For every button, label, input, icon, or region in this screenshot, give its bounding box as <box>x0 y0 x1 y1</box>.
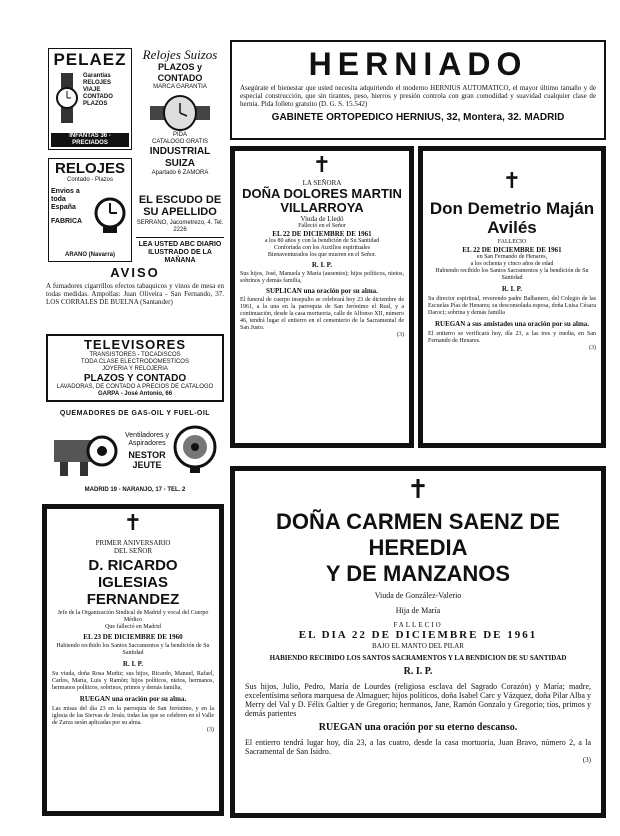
televisores-ad <box>46 334 224 402</box>
villarroya-line1: Falleció en el Señor <box>298 223 346 229</box>
aviso-text: A fumadores cigarrillos efectos tabaquicos y vinos de mesa en todas medidas. Ampollas: Juan Oliveira - San Fernando, 37. LOS CORRALES DE BUELNA (Santander) <box>46 282 224 306</box>
saenz-rip: R. I. P. <box>403 666 433 677</box>
relojes-contado-line2: Envios a toda España <box>51 188 80 211</box>
escudo-address: SERRANO, Jacometrezo, 4. Tel. 2226 <box>136 220 224 233</box>
cross-icon: ✝ <box>312 153 332 178</box>
aviles-body: Su director espiritual, reverendo padre Balbanero, del Colegio de las Escuelas Pías de Henares; su desconsolada esposa, doña Luisa Césara Daroci; sobrina y demás familia <box>428 296 596 316</box>
aviles-date: EL 22 DE DICIEMBRE DE 1961 <box>462 246 562 254</box>
relojes-suizos-company: INDUSTRIAL SUIZA <box>149 146 211 169</box>
relojes-suizos-subtitle: PLAZOS y CONTADO <box>157 62 203 83</box>
herniado-text: Asegúrate el bienestar que usted necesita adquiriendo el moderno HERNIUS AUTOMATICO, el mayor último tamaño y de especial construcción, que sin tirantes, peso, hierros y presión controla con gran comodidad y suavidad cualquier clase de hernia. Pida folleto gratuito (D. G. S. 15.542) <box>240 84 596 108</box>
relojes-contado-title: RELOJES <box>54 160 126 177</box>
aviles-line2: en San Fernando de Henares, <box>476 254 548 260</box>
iglesias-ref: (3) <box>207 727 214 733</box>
quemadores-brand: NESTOR JEUTE <box>128 450 166 470</box>
pelaez-line: Garantías <box>83 73 111 79</box>
televisores-title: TELEVISORES <box>83 337 187 352</box>
villarroya-ruegan: SUPLICAN una oración por su alma. <box>266 287 378 295</box>
obituary-villarroya <box>230 146 414 448</box>
escudo-footer: LEA USTED ABC DIARIO ILUSTRADO DE LA MAÑANA <box>138 241 222 264</box>
obituary-iglesias <box>42 504 224 816</box>
relojes-suizos-title: Relojes Suizos <box>142 47 218 62</box>
pelaez-watch-icon <box>55 73 79 123</box>
cross-icon: ✝ <box>502 169 522 194</box>
pelaez-line: VIAJE <box>83 87 101 93</box>
iglesias-line2: Que falleció en Madrid <box>105 624 161 630</box>
herniado-footer: GABINETE ORTOPEDICO HERNIUS, 32, Montera, 32. MADRID <box>271 112 565 123</box>
aviles-line4: Habiendo recibido los Santos Sacramentos y la bendición de Su Santidad <box>435 268 589 281</box>
saenz-widow: Viuda de González-Valerio <box>374 591 462 600</box>
herniado-ad <box>230 40 606 140</box>
televisores-line3: JOYERIA Y RELOJERIA <box>102 366 168 372</box>
iglesias-funeral: Las misas del día 23 en la parroquia de San Jerónimo, y en la iglesia de las Siervas de Jesús; todas las que se celebren en el Valle de Zarza serán aplicadas por su alma. <box>52 706 214 726</box>
villarroya-honorific: LA SEÑORA <box>302 179 342 187</box>
escudo-title: EL ESCUDO DE SU APELLIDO <box>138 194 222 218</box>
relojes-suizos-ad <box>136 48 224 192</box>
herniado-title: HERNIADO <box>308 46 528 82</box>
wristwatch-icon <box>150 94 210 132</box>
aviles-ruegan: RUEGAN a sus amistades una oración por su alma. <box>434 320 590 328</box>
saenz-ref: (3) <box>582 756 591 764</box>
televisores-line4: LAVADORAS, DE CONTADO A PRECIOS DE CATALOGO <box>56 384 214 390</box>
villarroya-line2: a los 80 años y con la bendición de Su Santidad <box>264 238 380 244</box>
quemadores-line1: Ventiladores y Aspiradores <box>125 432 169 447</box>
relojes-suizos-line: CATALOGO GRATIS <box>151 139 208 145</box>
pelaez-line: RELOJES <box>83 80 112 86</box>
aviles-funeral: El entierro se verificará hoy, día 23, a las tres y media, en San Fernando de Henares. <box>428 331 596 344</box>
obituary-aviles <box>418 146 606 448</box>
villarroya-widow: Viuda de Lledó <box>300 215 344 223</box>
televisores-footer: GARPA - José Antonio, 66 <box>97 391 173 397</box>
saenz-ruegan: RUEGAN una oración por su eterno descanso. <box>318 722 518 733</box>
quemadores-title: QUEMADORES DE GAS-OIL Y FUEL-OIL <box>59 410 211 417</box>
villarroya-funeral: El funeral de cuerpo insepulto se celebrará hoy 23 de diciembre de 1961, a la una en la parroquia de San Jerónimo el Real, y a continuación, desde la casa mortuoria, calle de Alfonso XII, número 46, tendrá lugar el entierro en el cementerio de la Sacramental de San Justo. <box>240 297 404 331</box>
aviso-title: AVISO <box>110 265 160 280</box>
relojes-suizos-line: PIDA <box>172 132 187 138</box>
villarroya-body: Sus hijos, José, Manuela y María (ausentes); hijos políticos, nietos, sobrinos y demás familia, <box>240 271 404 284</box>
villarroya-ref: (3) <box>397 332 404 338</box>
saenz-line2: FALLECIO <box>393 621 443 629</box>
quemadores-ad <box>46 410 224 496</box>
televisores-line1: TRANSISTORES - TOCADISCOS <box>89 352 181 358</box>
burner-icon <box>50 422 120 480</box>
iglesias-line0: PRIMER ANIVERSARIO <box>95 539 171 547</box>
relojes-contado-address: ARANO (Navarra) <box>64 252 115 258</box>
villarroya-rip: R. I. P. <box>311 261 333 269</box>
saenz-line3: BAJO EL MANTO DEL PILAR <box>372 642 464 650</box>
quemadores-footer: MADRID 19 - NARANJO, 17 - TEL. 2 <box>84 487 186 493</box>
relojes-contado-line1: Contado - Plazos <box>66 177 114 183</box>
relojes-suizos-address: Apartado 6 ZAMORA <box>151 170 209 176</box>
cross-icon: ✝ <box>123 511 143 536</box>
saenz-line4: HABIENDO RECIBIDO LOS SANTOS SACRAMENTOS Y LA BENDICION DE SU SANTIDAD <box>269 654 567 662</box>
saenz-funeral: El entierro tendrá lugar hoy, día 23, a las cuatro, desde la casa mortuoria, Juan Bravo, número 2, a la Sacramental de San Isidro. <box>245 738 591 756</box>
iglesias-honorific: DEL SEÑOR <box>113 547 153 555</box>
iglesias-line3: Habiendo recibido los Santos Sacramentos y la bendición de Su Santidad <box>56 643 210 656</box>
obituary-saenz <box>230 466 606 818</box>
relojes-contado-line3: FABRICA <box>51 218 83 225</box>
escudo-ad <box>136 194 224 264</box>
iglesias-rip: R. I. P. <box>122 660 144 668</box>
villarroya-line3: Confortada con los Auxilios espirituales <box>273 245 371 251</box>
pelaez-ad <box>48 48 132 150</box>
iglesias-body: Su viuda, doña Rosa Muñiz; sus hijos, Ricardo, Manuel, Rafael, Carlos, María, Luis y Ramón; hijos políticos, nietos, hermanos, hermanos políticos, sobrinos, primos y demás familia, <box>52 671 214 691</box>
relojes-contado-ad <box>48 158 132 262</box>
fan-icon <box>172 424 218 474</box>
villarroya-line4: Bienaventurados los que mueren en el Señor. <box>267 252 377 258</box>
televisores-line2: TODA CLASE ELECTRODOMESTICOS <box>81 359 189 365</box>
televisores-title2: PLAZOS Y CONTADO <box>83 373 187 384</box>
aviles-line1: FALLECIO <box>497 239 527 245</box>
iglesias-line1: Jefe de la Organización Sindical de Madrid y vocal del Cuerpo Médico <box>57 610 209 623</box>
aviles-ref: (3) <box>589 345 596 351</box>
pelaez-line: PLAZOS <box>83 101 108 107</box>
clock-icon <box>93 195 127 235</box>
villarroya-name: DOÑA DOLORES MARTIN VILLARROYA <box>242 186 402 215</box>
saenz-name2: Y DE MANZANOS <box>325 561 511 586</box>
aviles-line3: a los ochenta y cinco años de edad <box>470 261 554 267</box>
pelaez-title: PELAEZ <box>53 50 127 69</box>
aviles-rip: R. I. P. <box>501 285 523 293</box>
iglesias-name: D. RICARDO IGLESIAS FERNANDEZ <box>86 557 180 608</box>
saenz-name1: DOÑA CARMEN SAENZ DE HEREDIA <box>276 509 560 560</box>
relojes-suizos-brand: MARCA GARANTIA <box>153 84 207 90</box>
iglesias-date: EL 23 DE DICIEMBRE DE 1960 <box>83 633 183 641</box>
pelaez-line: CONTADO <box>83 94 113 100</box>
pelaez-footer: INFANTAS 36 - PRECIADOS <box>51 133 129 147</box>
villarroya-date: EL 22 DE DICIEMBRE DE 1961 <box>272 230 372 238</box>
aviles-name: Don Demetrio Maján Avilés <box>429 199 595 237</box>
cross-icon: ✝ <box>407 475 429 505</box>
saenz-body: Sus hijos, Julio, Pedro, María de Lourdes (religiosa esclava del Sagrado Corazón) y María; madre, excelentísima señora marquesa de Almaguer; hijos políticos, doña Isabel Carc y Vázquez, doña Pilar Alba y Merry del Val y D. Félix Galtier y de Gregorio; hermanos, Jane, Ramón Gonzalo y Gregorio; tíos, primos y demás parientes <box>245 682 591 718</box>
saenz-date: EL DIA 22 DE DICIEMBRE DE 1961 <box>298 629 538 641</box>
aviso-ad <box>46 266 224 330</box>
saenz-line1: Hija de María <box>395 606 441 615</box>
iglesias-ruegan: RUEGAN una oración por su alma. <box>79 695 187 703</box>
